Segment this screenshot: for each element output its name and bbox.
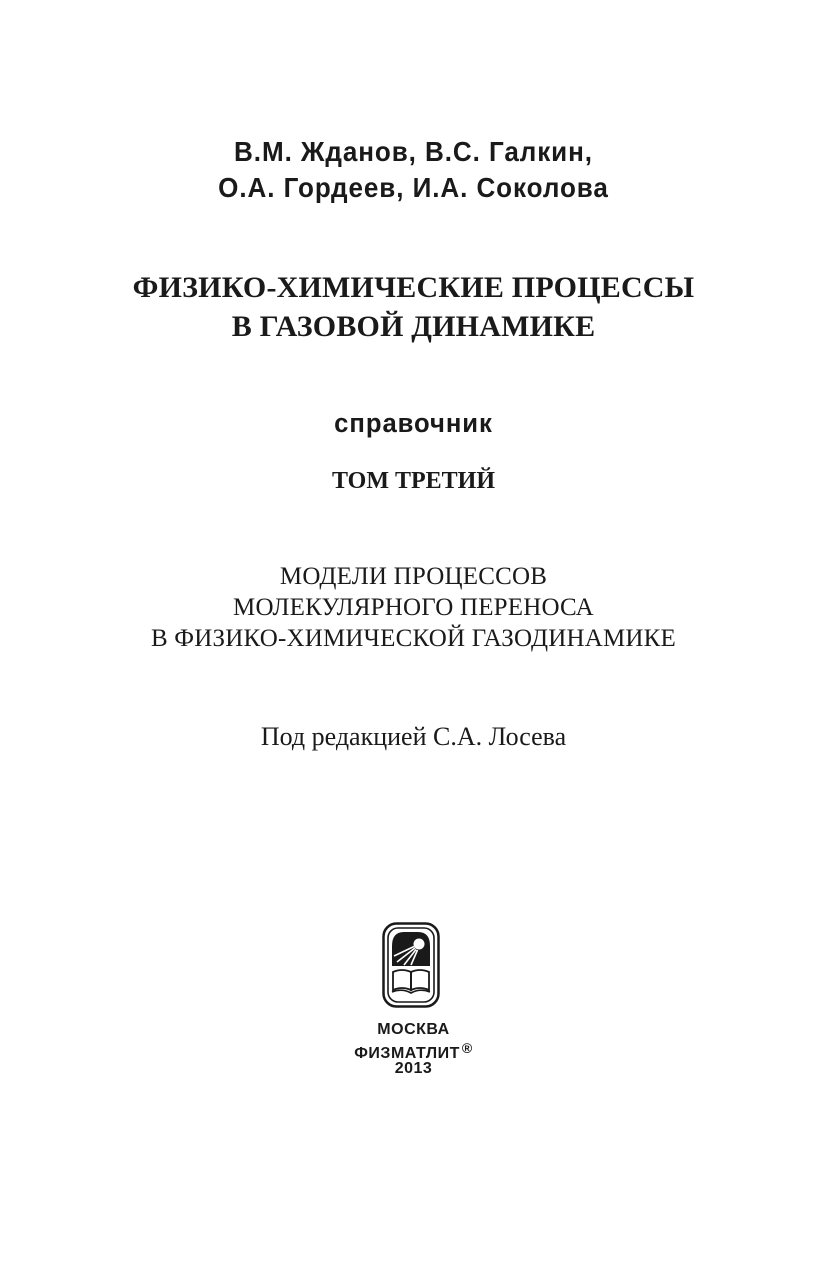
publication-year: 2013 [394, 1060, 433, 1077]
publisher-name: ФИЗМАТЛИТ [354, 1045, 460, 1062]
book-title-line-2: В ГАЗОВОЙ ДИНАМИКЕ [231, 310, 596, 343]
authors-line-1: В.М. Жданов, В.С. Галкин, [234, 136, 593, 167]
editor-credit: Под редакцией С.А. Лосева [260, 722, 567, 751]
subtitle-line-3: В ФИЗИКО-ХИМИЧЕСКОЙ ГАЗОДИНАМИКЕ [150, 625, 677, 652]
publisher-city: МОСКВА [377, 1021, 450, 1038]
book-title-line-1: ФИЗИКО-ХИМИЧЕСКИЕ ПРОЦЕССЫ [132, 271, 695, 304]
subtitle-line-2: МОЛЕКУЛЯРНОГО ПЕРЕНОСА [233, 594, 594, 621]
publisher-emblem-icon [382, 922, 440, 1008]
authors-line-2: О.А. Гордеев, И.А. Соколова [218, 172, 609, 203]
book-kind: справочник [334, 408, 493, 438]
subtitle-line-1: МОДЕЛИ ПРОЦЕССОВ [279, 563, 548, 590]
registered-mark: ® [461, 1040, 473, 1056]
volume-label: ТОМ ТРЕТИЙ [331, 468, 496, 494]
